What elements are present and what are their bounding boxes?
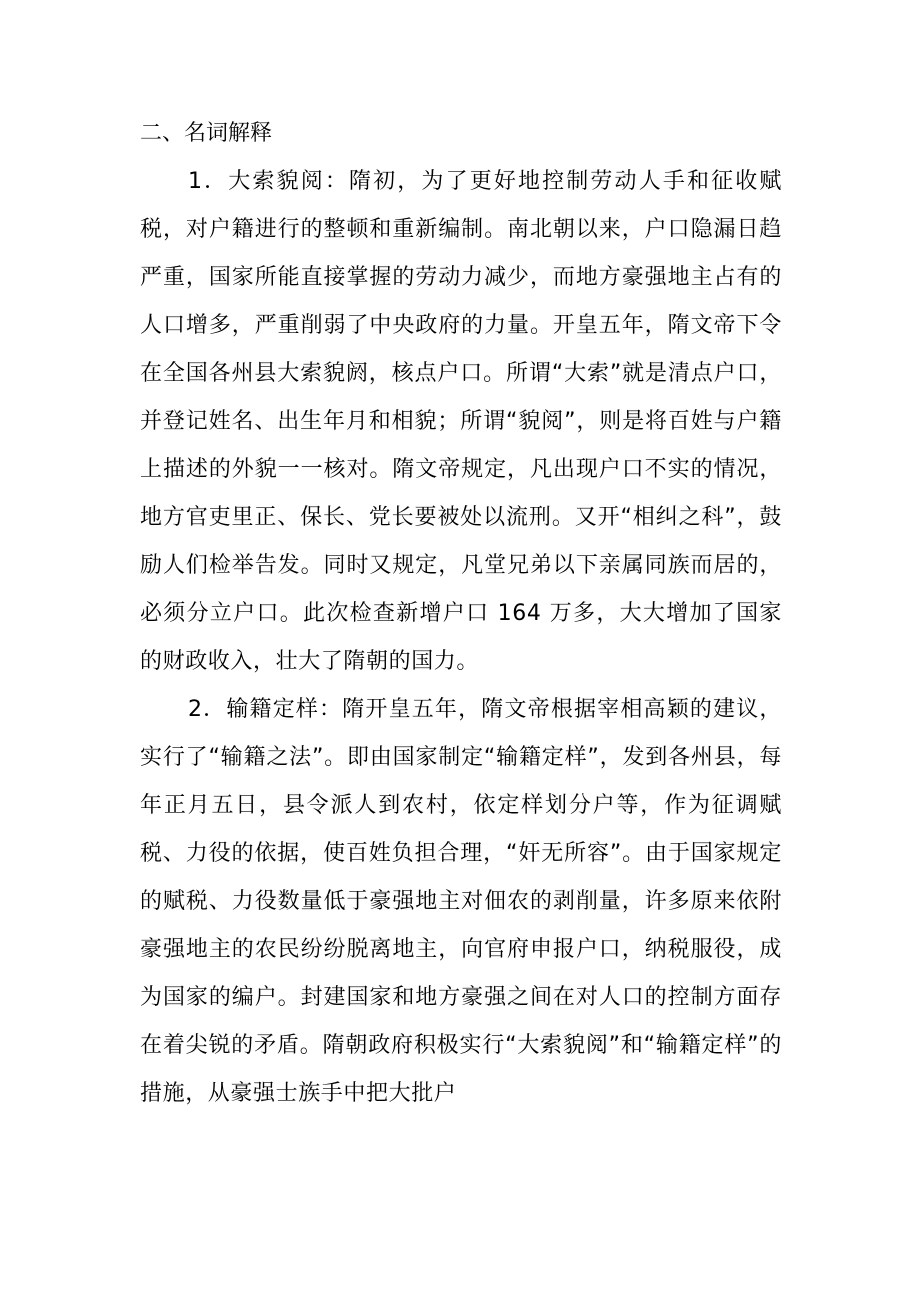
entry-body-1: 隋初，为了更好地控制劳动人手和征收赋税，对户籍进行的整顿和重新编制。南北朝以来，户口隐漏日趋严重，国家所能直接掌握的劳动力减少，而地方豪强地主占有的人口增多，严重削弱了中央政府的力量。开皇五年，隋文帝下令在全国各州县大索貌阏，核点户口。所谓“大索”就是清点户口，并登记姓名、出生年月和相貌；所谓“貌阅”，则是将百姓与户籍上描述的外貌一一核对。隋文帝规定，凡出现户口不实的情况，地方官吏里正、保长、党长要被处以流刑。又开“相纠之科”，鼓励人们检举告发。同时又规定，凡堂兄弟以下亲属同族而居的，必须分立户口。此次检查新增户口 164 万多，大大增加了国家的财政收入，壮大了隋朝的国力。 xyxy=(140,169,782,674)
entry-paragraph-2 xyxy=(140,686,782,1118)
document-page xyxy=(140,110,782,1118)
entry-term-1: 1．大索貌阅： xyxy=(188,169,349,194)
entry-paragraph-1 xyxy=(140,158,782,686)
entry-term-2: 2．输籍定样： xyxy=(188,697,343,722)
section-heading: 二、名词解释 xyxy=(140,121,273,146)
entry-body-2: 隋开皇五年，隋文帝根据宰相高颖的建议，实行了“输籍之法”。即由国家制定“输籍定样”，发到各州县，每年正月五日，县令派人到农村，依定样划分户等，作为征调赋税、力役的依据，使百姓负担合理，“奸无所容”。由于国家规定的赋税、力役数量低于豪强地主对佃农的剥削量，许多原来依附豪强地主的农民纷纷脱离地主，向官府申报户口，纳税服役，成为国家的编户。封建国家和地方豪强之间在对人口的控制方面存在着尖锐的矛盾。隋朝政府积极实行“大索貌阅”和“输籍定样”的措施，从豪强士族手中把大批户 xyxy=(140,697,782,1106)
